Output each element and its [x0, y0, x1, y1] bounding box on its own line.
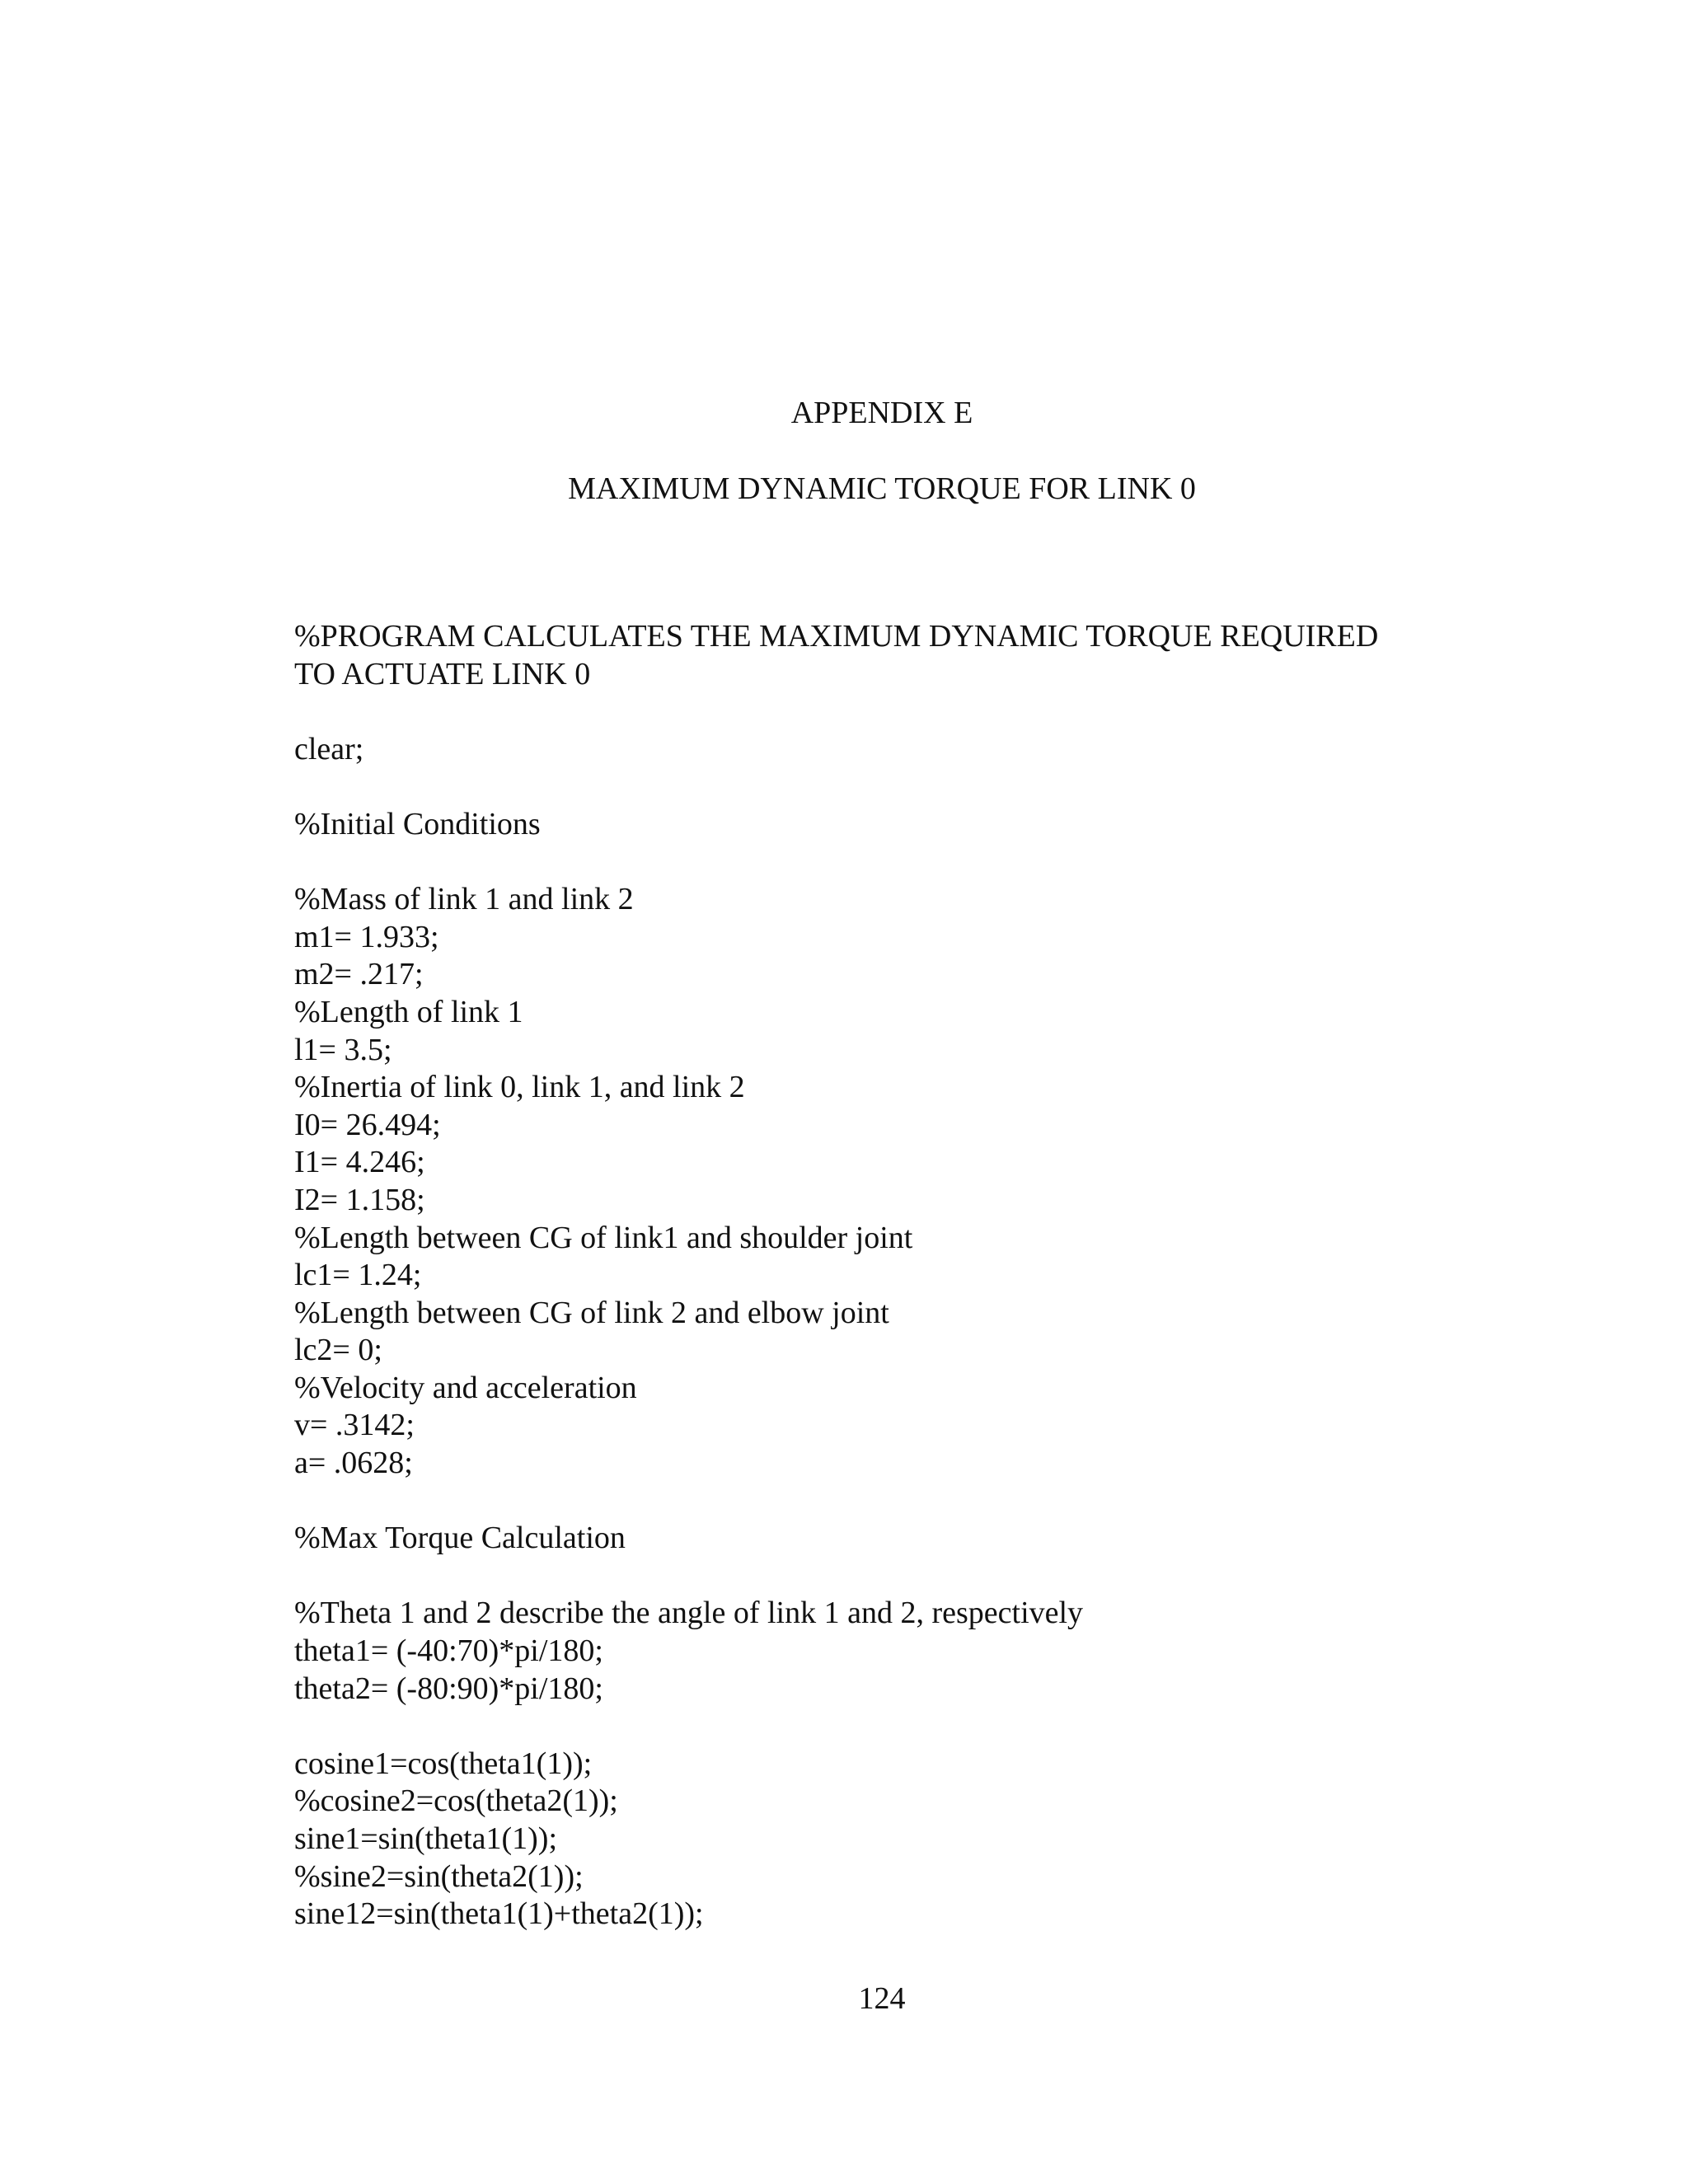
code-line: clear; [294, 731, 364, 766]
code-line: v= .3142; [294, 1408, 415, 1443]
code-line: TO ACTUATE LINK 0 [294, 656, 591, 691]
appendix-subtitle: MAXIMUM DYNAMIC TORQUE FOR LINK 0 [568, 471, 1196, 506]
code-line: %Max Torque Calculation [294, 1521, 626, 1556]
code-line: %Theta 1 and 2 describe the angle of link 1 and 2, respectively [294, 1596, 1084, 1631]
code-line: %Inertia of link 0, link 1, and link 2 [294, 1070, 745, 1105]
code-line: %Mass of link 1 and link 2 [294, 882, 634, 917]
code-line: l1= 3.5; [294, 1032, 392, 1067]
code-line [294, 768, 1448, 806]
code-line: cosine1=cos(theta1(1)); [294, 1746, 593, 1781]
code-line [294, 844, 1448, 882]
code-line: lc1= 1.24; [294, 1258, 422, 1293]
code-line: I0= 26.494; [294, 1107, 441, 1142]
code-line [294, 1558, 1448, 1596]
code-line: theta2= (-80:90)*pi/180; [294, 1671, 603, 1706]
code-line: m1= 1.933; [294, 919, 439, 954]
code-line: %PROGRAM CALCULATES THE MAXIMUM DYNAMIC TORQUE REQUIRED [294, 619, 1379, 654]
code-line: a= .0628; [294, 1446, 413, 1481]
code-line: sine12=sin(theta1(1)+theta2(1)); [294, 1896, 704, 1932]
code-line: %Initial Conditions [294, 806, 541, 841]
code-line: %Length between CG of link 2 and elbow joint [294, 1295, 889, 1330]
appendix-title: APPENDIX E [790, 396, 973, 430]
code-line: %Length between CG of link1 and shoulder joint [294, 1220, 913, 1255]
code-line [294, 693, 1448, 731]
code-line: %sine2=sin(theta2(1)); [294, 1858, 584, 1894]
code-line: %Length of link 1 [294, 994, 523, 1029]
code-line: theta1= (-40:70)*pi/180; [294, 1633, 603, 1669]
code-line [294, 1708, 1448, 1746]
code-line: I1= 4.246; [294, 1145, 425, 1180]
code-line [294, 1483, 1448, 1521]
program-listing [294, 618, 1448, 1933]
code-line: sine1=sin(theta1(1)); [294, 1821, 558, 1856]
code-line: %Velocity and acceleration [294, 1370, 637, 1405]
code-line: I2= 1.158; [294, 1182, 425, 1217]
page-number: 124 [858, 1981, 906, 2016]
code-line: m2= .217; [294, 957, 424, 992]
code-line: %cosine2=cos(theta2(1)); [294, 1783, 618, 1819]
code-line: lc2= 0; [294, 1333, 382, 1368]
